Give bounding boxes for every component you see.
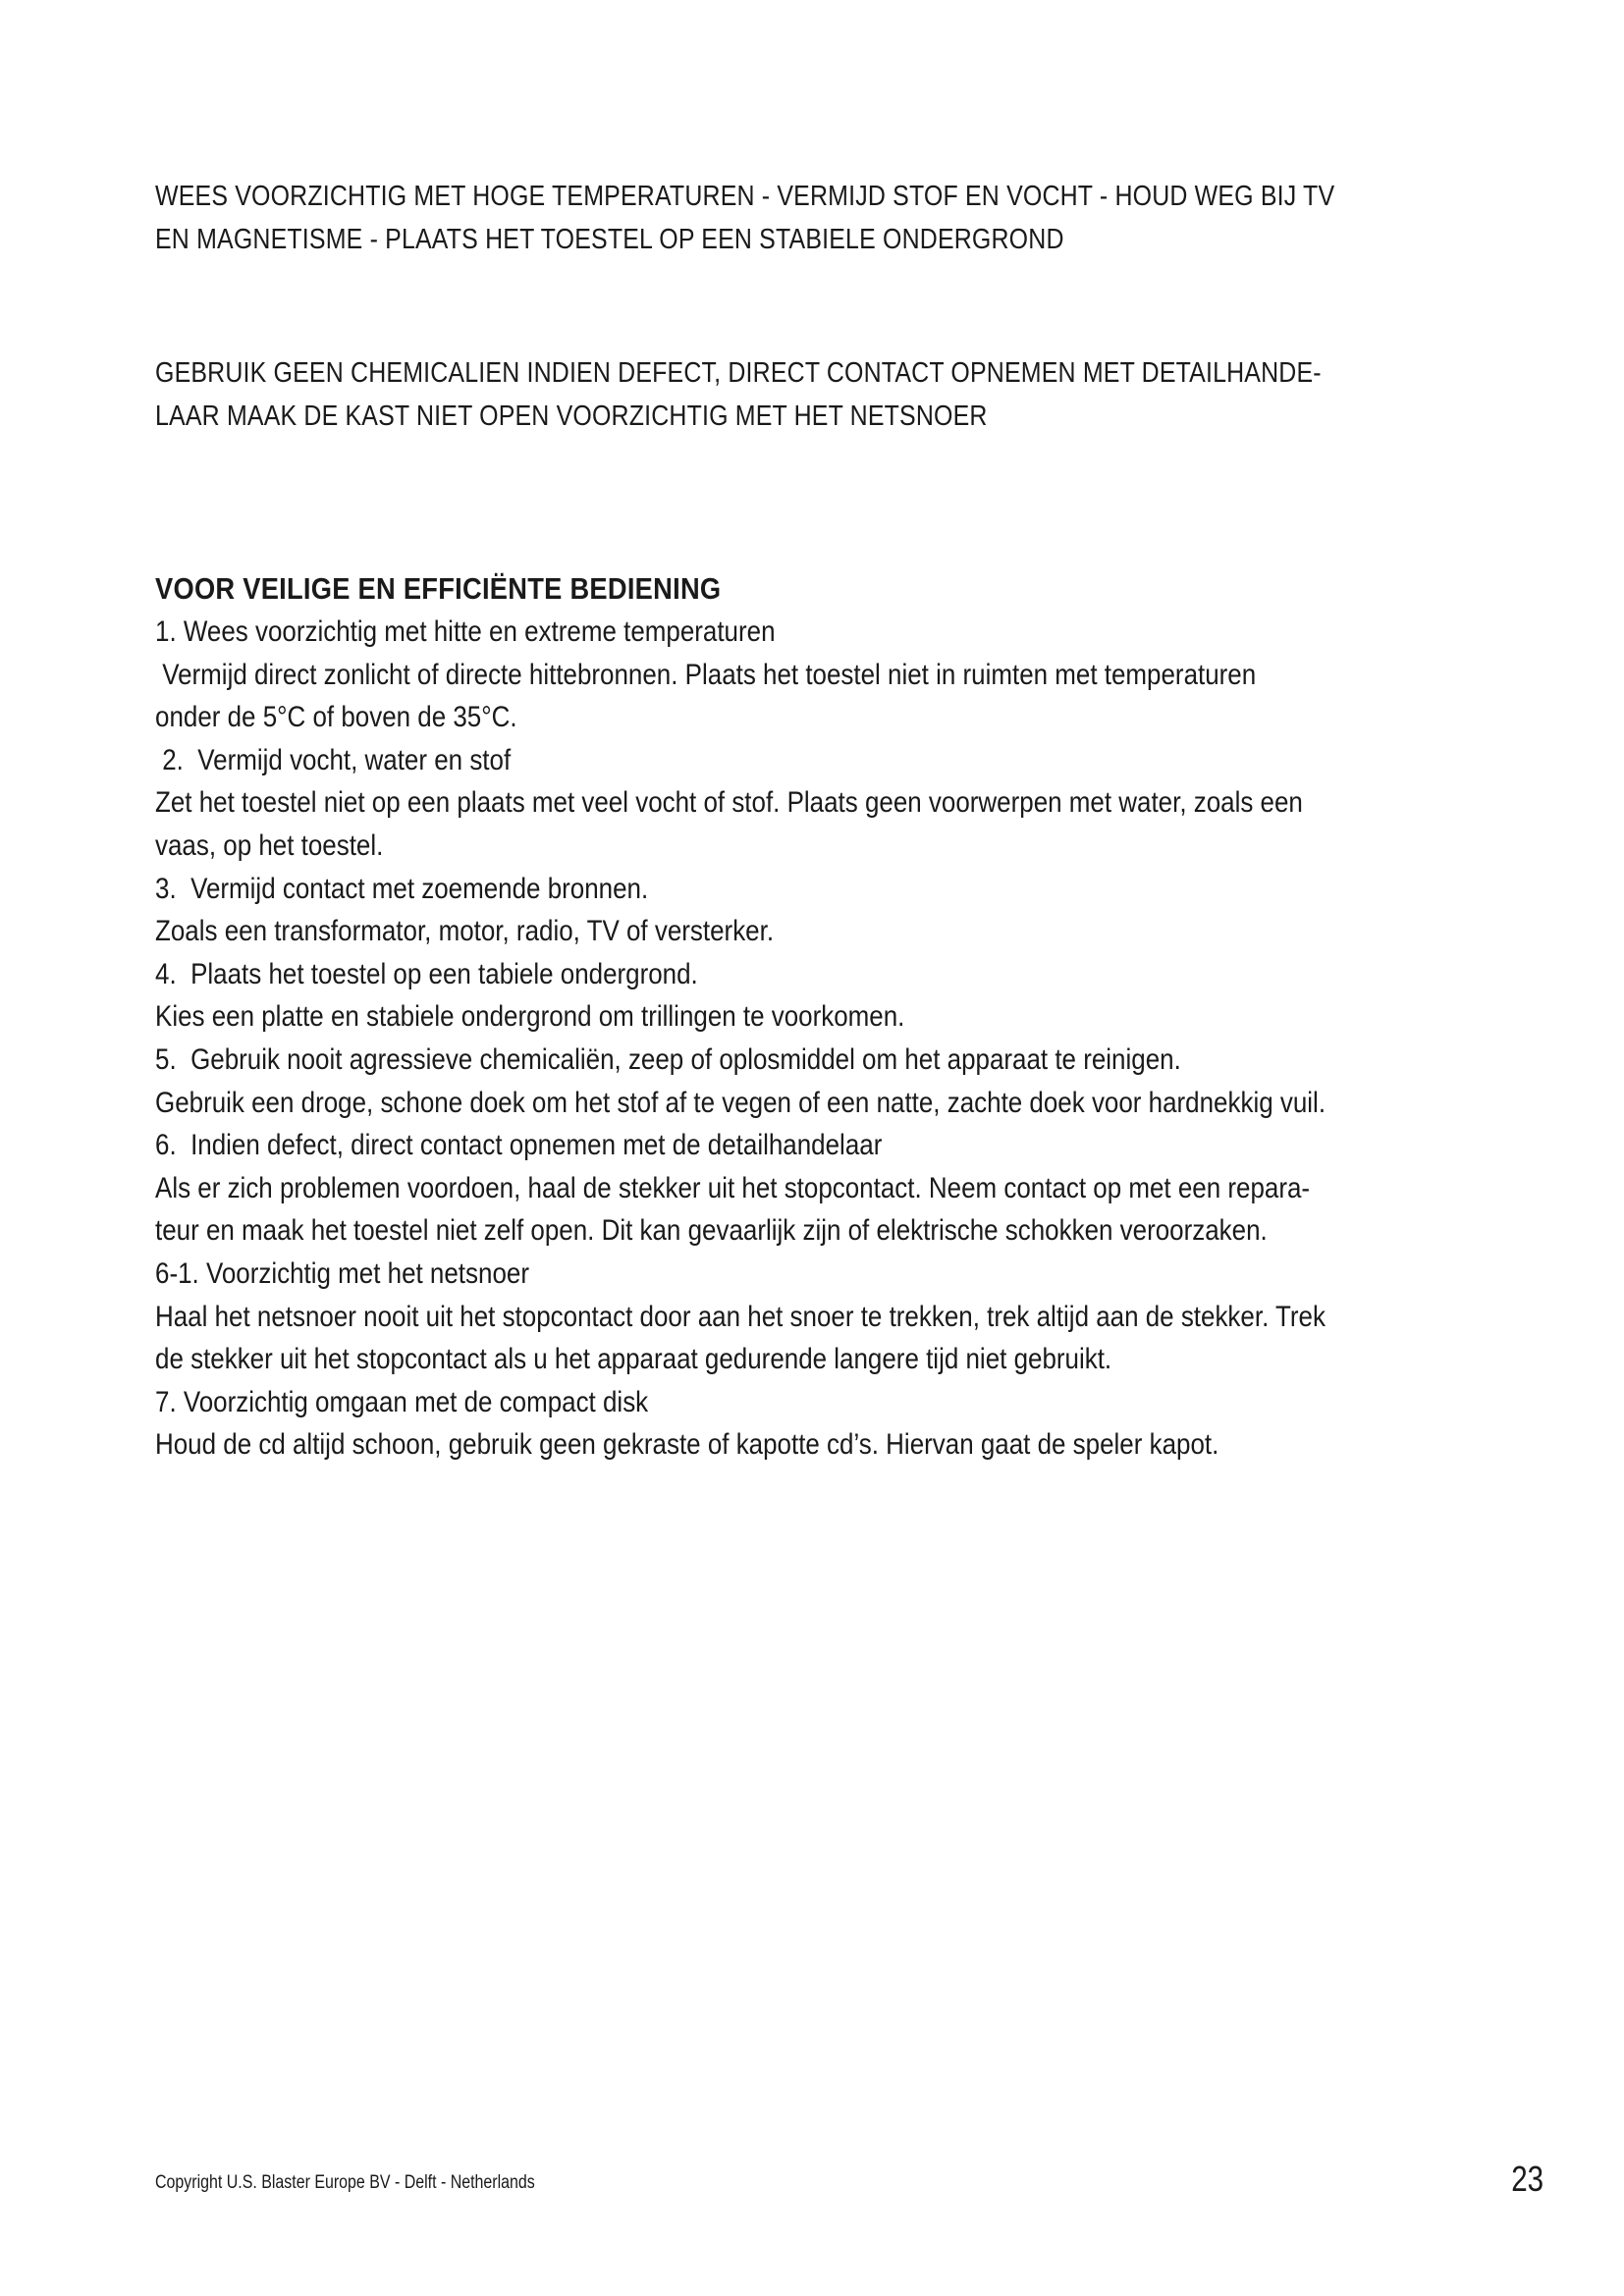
safety-instructions	[155, 567, 1503, 1467]
instruction-line: teur en maak het toestel niet zelf open. Dit kan gevaarlijk zijn of elektrische schokken veroorzaken.	[155, 1214, 1268, 1248]
warning-line: WEES VOORZICHTIG MET HOGE TEMPERATUREN - VERMIJD STOF EN VOCHT - HOUD WEG BIJ TV	[155, 181, 1335, 212]
warning-line: GEBRUIK GEEN CHEMICALIEN INDIEN DEFECT, DIRECT CONTACT OPNEMEN MET DETAILHANDE-	[155, 357, 1322, 389]
instruction-line: 6. Indien defect, direct contact opnemen met de detailhandelaar	[155, 1129, 883, 1162]
warning-block-2	[155, 351, 1489, 438]
instruction-line: Kies een platte en stabiele ondergrond om trillingen te voorkomen.	[155, 1000, 905, 1034]
instruction-line: 2. Vermijd vocht, water en stof	[155, 743, 512, 776]
instruction-line: 3. Vermijd contact met zoemende bronnen.	[155, 872, 649, 905]
instruction-line: de stekker uit het stopcontact als u het apparaat gedurende langere tijd niet gebruikt.	[155, 1343, 1112, 1376]
instruction-line: vaas, op het toestel.	[155, 828, 384, 862]
instruction-line: 6-1. Voorzichtig met het netsnoer	[155, 1256, 529, 1290]
instruction-line: Zet het toestel niet op een plaats met veel vocht of stof. Plaats geen voorwerpen met water, zoals een	[155, 786, 1303, 820]
instruction-line: 4. Plaats het toestel op een tabiele ondergrond.	[155, 957, 698, 990]
instruction-line: Zoals een transformator, motor, radio, TV of versterker.	[155, 915, 775, 948]
instruction-line: onder de 5°C of boven de 35°C.	[155, 701, 517, 734]
instruction-line: Gebruik een droge, schone doek om het stof af te vegen of een natte, zachte doek voor hardnekkig vuil.	[155, 1086, 1326, 1119]
instruction-line: Vermijd direct zonlicht of directe hittebronnen. Plaats het toestel niet in ruimten met temperaturen	[155, 658, 1257, 691]
instruction-line: Haal het netsnoer nooit uit het stopcontact door aan het snoer te trekken, trek altijd aan de stekker. Trek	[155, 1300, 1326, 1333]
warning-line: LAAR MAAK DE KAST NIET OPEN VOORZICHTIG MET HET NETSNOER	[155, 400, 988, 432]
instruction-line: 7. Voorzichtig omgaan met de compact disk	[155, 1385, 649, 1418]
instruction-line: 1. Wees voorzichtig met hitte en extreme temperaturen	[155, 615, 776, 648]
instruction-line: Houd de cd altijd schoon, gebruik geen gekraste of kapotte cd’s. Hiervan gaat de speler kapot.	[155, 1428, 1219, 1462]
warning-block-1	[155, 175, 1489, 261]
warning-line: EN MAGNETISME - PLAATS HET TOESTEL OP EEN STABIELE ONDERGROND	[155, 224, 1064, 255]
section-heading: VOOR VEILIGE EN EFFICIËNTE BEDIENING	[155, 571, 722, 606]
instruction-line: 5. Gebruik nooit agressieve chemicaliën, zeep of oplosmiddel om het apparaat te reinigen.	[155, 1042, 1181, 1076]
instruction-line: Als er zich problemen voordoen, haal de stekker uit het stopcontact. Neem contact op met een repara-	[155, 1171, 1311, 1204]
page-number: 23	[1511, 2159, 1543, 2199]
copyright-footer: Copyright U.S. Blaster Europe BV - Delft - Netherlands	[155, 2172, 535, 2193]
